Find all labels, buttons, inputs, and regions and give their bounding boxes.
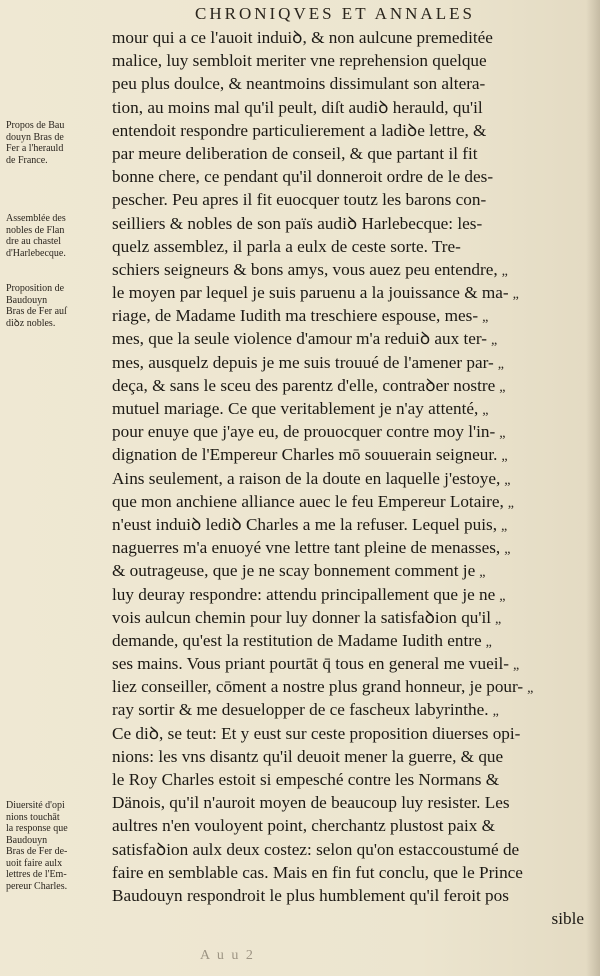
line-text: faire en semblable cas. Mais en fin fut conclu, que le Prince xyxy=(112,862,523,882)
margin-note-line: nions touchāt xyxy=(6,811,60,823)
line-text: que mon anchiene alliance auec le feu Empereur Lotaire, xyxy=(112,491,504,511)
text-line xyxy=(112,165,584,188)
margin-note xyxy=(6,283,110,329)
quotation-mark: „ xyxy=(512,287,519,303)
line-text: n'eust induiꝺ lediꝺ Charles a me la refuser. Lequel puis, xyxy=(112,514,498,534)
line-text: mutuel mariage. Ce que veritablement je n'ay attenté, xyxy=(112,399,479,418)
quotation-mark: „ xyxy=(479,565,486,581)
text-line xyxy=(112,119,584,142)
line-text: deça, & sans le sceu des parentz d'elle, contraꝺer nostre xyxy=(112,375,496,395)
quotation-mark: „ xyxy=(485,634,492,650)
line-text: luy deuray respondre: attendu principallement que je ne xyxy=(112,584,496,604)
quotation-mark: „ xyxy=(527,681,534,697)
quotation-mark: „ xyxy=(499,426,506,442)
line-text: satisfaꝺion aulx deux costez: selon qu'on estaccoustumé de xyxy=(112,839,520,859)
quotation-mark: „ xyxy=(492,704,499,720)
line-text: & outrageuse, que je ne scay bonnement comment je xyxy=(112,561,476,581)
text-line xyxy=(112,907,584,930)
line-text: liez conseiller, cōment a nostre plus grand honneur, je pour- xyxy=(112,677,524,697)
text-line xyxy=(112,745,584,768)
line-text: ses mains. Vous priant pourtāt q̄ tous en general me vueil- xyxy=(112,654,509,674)
line-text: tion, au moins mal qu'il peult, diſt audiꝺ herauld, qu'il xyxy=(112,97,483,117)
margin-note-line: Baudouyn xyxy=(6,294,48,306)
page-gutter-shadow xyxy=(586,0,600,976)
quotation-mark: „ xyxy=(507,495,514,511)
quotation-mark: „ xyxy=(501,449,508,465)
line-text: schiers seigneurs & bons amys, vous auez peu entendre, xyxy=(112,259,498,279)
text-line xyxy=(112,884,584,907)
quotation-mark: „ xyxy=(501,263,508,279)
line-text: quelz assemblez, il parla a eulx de ceste sorte. Tre- xyxy=(112,236,461,256)
text-line xyxy=(112,467,584,490)
margin-note-line: Diuersité d'opi xyxy=(6,800,65,811)
text-line xyxy=(112,188,584,211)
line-text: ray sortir & me desuelopper de ce fascheux labyrinthe. xyxy=(112,700,489,720)
line-text: le moyen par lequel je suis paruenu a la jouissance & ma- xyxy=(112,283,509,303)
text-line xyxy=(112,838,584,861)
body-text xyxy=(112,26,584,930)
text-line xyxy=(112,629,584,652)
margin-note-line: diꝺz nobles. xyxy=(6,317,56,329)
line-text: nions: les vns disantz qu'il deuoit mener la guerre, & que xyxy=(112,746,504,766)
text-line xyxy=(112,26,584,49)
text-line xyxy=(112,327,584,350)
line-text: par meure deliberation de conseil, & que partant il fit xyxy=(112,143,478,163)
text-line xyxy=(112,606,584,629)
text-line xyxy=(112,513,584,536)
quotation-mark: „ xyxy=(499,379,506,395)
text-line xyxy=(112,49,584,72)
line-text: le Roy Charles estoit si empesché contre les Normans & xyxy=(112,770,500,789)
quotation-mark: „ xyxy=(491,333,498,349)
line-text: malice, luy sembloit meriter vne reprehension quelque xyxy=(112,51,487,71)
margin-note-line: uoit faire aulx xyxy=(6,857,63,869)
text-line xyxy=(112,96,584,119)
text-line xyxy=(112,281,584,304)
line-text: mour qui a ce l'auoit induiꝺ, & non aulcune premeditée xyxy=(112,28,493,47)
signature-mark: A u u 2 xyxy=(200,948,255,963)
quotation-mark: „ xyxy=(513,658,520,674)
quotation-mark: „ xyxy=(482,403,489,418)
quotation-mark: „ xyxy=(497,356,504,372)
text-line xyxy=(112,397,584,420)
line-text: peu plus doulce, & neantmoins dissimulant son altera- xyxy=(112,74,486,94)
margin-note-line: Fer a l'herauld xyxy=(6,143,64,154)
margin-note-line: Proposition de xyxy=(6,283,65,294)
line-text: Baudouyn respondroit le plus humblement qu'il feroit pos xyxy=(112,885,509,905)
quotation-mark: „ xyxy=(504,472,511,488)
text-line xyxy=(112,142,584,165)
text-line xyxy=(112,791,584,814)
margin-note xyxy=(6,800,110,892)
line-text: pescher. Peu apres il fit euocquer toutz les barons con- xyxy=(112,190,487,210)
line-text: seilliers & nobles de son païs audiꝺ Harlebecque: les- xyxy=(112,213,483,233)
line-text: naguerres m'a enuoyé vne lettre tant pleine de menasses, xyxy=(112,538,501,558)
text-line xyxy=(112,559,584,582)
text-line xyxy=(112,722,584,745)
text-line xyxy=(112,861,584,884)
line-text: aultres n'en vouloyent point, cherchantz plustost paix & xyxy=(112,816,496,836)
text-line xyxy=(112,675,584,698)
margin-note-line: d'Harlebecque. xyxy=(6,247,66,259)
text-line xyxy=(112,652,584,675)
line-text: dignation de l'Empereur Charles mō souuerain seigneur. xyxy=(112,445,498,465)
margin-note xyxy=(6,120,110,166)
text-line xyxy=(112,768,584,791)
quotation-mark: „ xyxy=(504,542,511,558)
text-line xyxy=(112,814,584,837)
margin-note xyxy=(6,213,110,259)
line-text: riage, de Madame Iudith ma treschiere espouse, mes- xyxy=(112,306,479,326)
margin-note-line: Assemblée des xyxy=(6,213,66,224)
margin-note-line: nobles de Flan xyxy=(6,224,65,236)
line-text: demande, qu'est la restitution de Madame Iudith entre xyxy=(112,630,482,650)
text-line xyxy=(112,536,584,559)
line-text: sible xyxy=(551,909,584,929)
text-line xyxy=(112,420,584,443)
margin-note-line: Bras de Fer auſ xyxy=(6,306,67,317)
margin-note-line: Propos de Bau xyxy=(6,120,65,131)
margin-note-line: de France. xyxy=(6,154,48,166)
quotation-mark: „ xyxy=(482,310,489,326)
line-text: bonne chere, ce pendant qu'il donneroit ordre de le des- xyxy=(112,167,494,187)
margin-note-line: Baudouyn xyxy=(6,834,48,846)
text-line xyxy=(112,443,584,466)
quotation-mark: „ xyxy=(499,588,506,604)
margin-note-line: Bras de Fer de- xyxy=(6,846,68,857)
line-text: Dänois, qu'il n'auroit moyen de beaucoup luy resister. Les xyxy=(112,793,510,813)
margin-note-line: douyn Bras de xyxy=(6,131,64,143)
text-line xyxy=(112,351,584,374)
text-line xyxy=(112,72,584,95)
margin-note-line: la response que xyxy=(6,823,68,834)
margin-note-line: lettres de l'Em- xyxy=(6,869,67,880)
quotation-mark: „ xyxy=(495,611,502,627)
text-line xyxy=(112,304,584,327)
line-text: mes, ausquelz depuis je me suis trouué de l'amener par- xyxy=(112,352,494,372)
line-text: Ce diꝺ, se teut: Et y eust sur ceste proposition diuerses opi- xyxy=(112,723,521,743)
text-line xyxy=(112,212,584,235)
line-text: entendoit respondre particulierement a ladiꝺe lettre, & xyxy=(112,120,487,140)
margin-note-line: dre au chastel xyxy=(6,236,61,247)
line-text: pour enuye que j'aye eu, de prouocquer contre moy l'in- xyxy=(112,422,496,442)
line-text: mes, que la seule violence d'amour m'a reduiꝺ aux ter- xyxy=(112,329,488,349)
text-line xyxy=(112,698,584,721)
text-line xyxy=(112,583,584,606)
quotation-mark: „ xyxy=(501,518,508,534)
text-line xyxy=(112,374,584,397)
margin-note-line: pereur Charles. xyxy=(6,880,68,892)
running-header: CHRONIQVES ET ANNALES xyxy=(195,4,475,23)
text-line xyxy=(112,258,584,281)
line-text: vois aulcun chemin pour luy donner la satisfaꝺion qu'il xyxy=(112,607,492,627)
text-line xyxy=(112,235,584,258)
text-line xyxy=(112,490,584,513)
line-text: Ains seulement, a raison de la doute en laquelle j'estoye, xyxy=(112,468,501,488)
